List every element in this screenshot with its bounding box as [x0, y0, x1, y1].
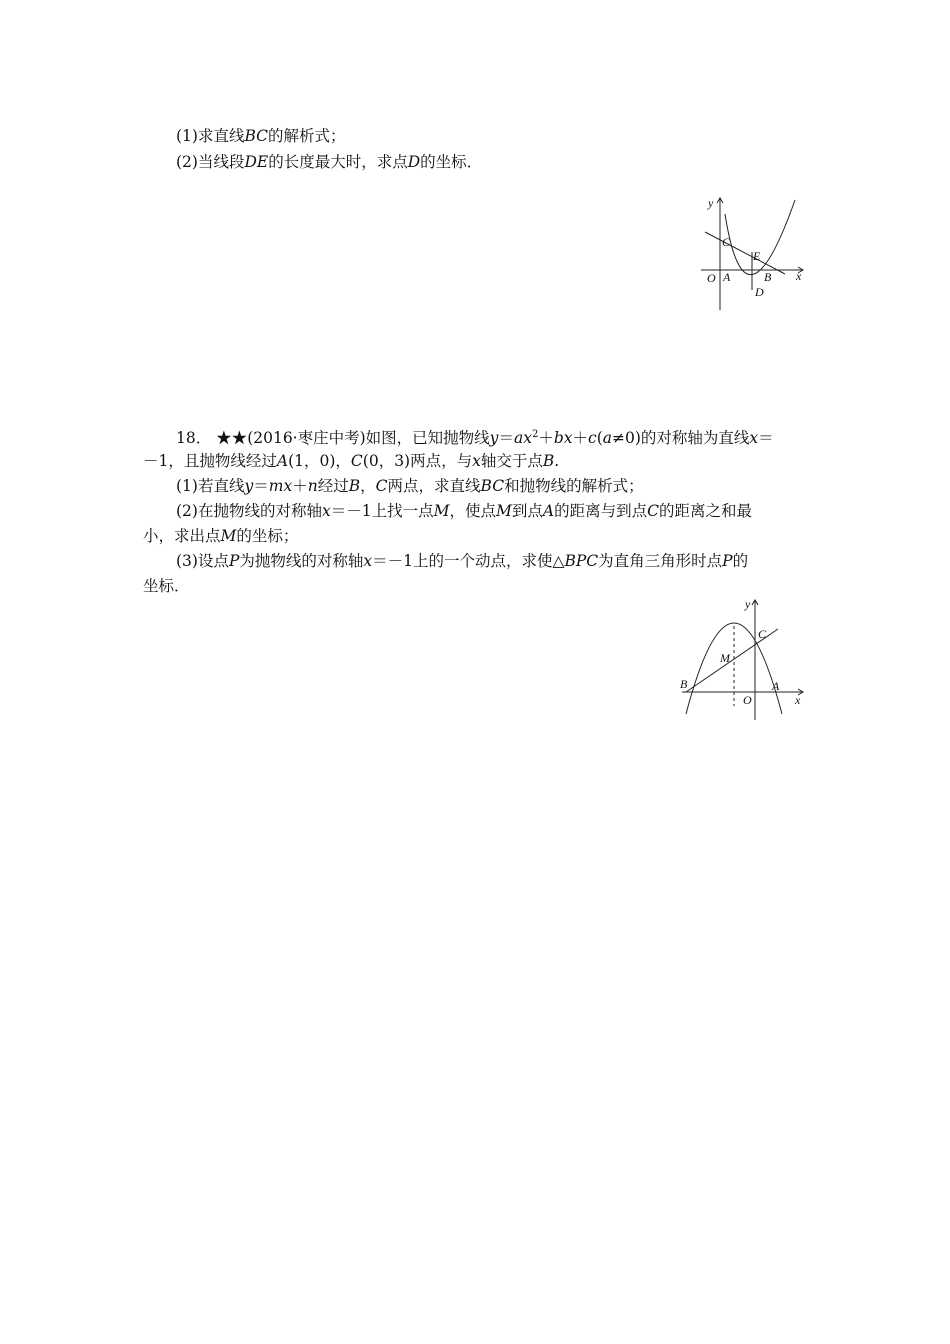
text: (	[596, 429, 603, 448]
text: 的解析式；	[268, 127, 346, 145]
text: (1)若直线	[176, 477, 245, 495]
label-a: A	[772, 679, 780, 693]
text: 的坐标；	[236, 527, 299, 545]
label-x: x	[795, 693, 801, 707]
text: (0，3)两点，与	[362, 452, 473, 470]
question-number: 18．	[176, 429, 212, 448]
text: 经过	[317, 477, 349, 495]
text: A	[276, 452, 289, 470]
label-b: B	[764, 270, 772, 284]
label-a: A	[723, 270, 731, 284]
text: B	[348, 477, 361, 495]
text: M	[220, 527, 237, 545]
text: 的坐标．	[420, 153, 483, 171]
q18-part1	[176, 475, 644, 497]
q18-part2a	[176, 500, 752, 522]
text: －1，且抛物线经过	[143, 452, 277, 470]
text: 两点，求直线	[387, 477, 481, 495]
text: a	[602, 429, 613, 448]
text: (2)在抛物线的对称轴	[176, 502, 322, 520]
text: 的距离之和最	[658, 502, 752, 520]
superscript: 2	[531, 429, 539, 440]
q18-line1	[176, 424, 774, 449]
text: 坐标．	[143, 577, 190, 595]
text: M	[495, 502, 512, 520]
text: 轴交于点	[480, 452, 543, 470]
text: ax	[513, 429, 532, 448]
text: DE	[244, 153, 269, 171]
label-e: E	[753, 249, 761, 263]
text: A	[542, 502, 555, 520]
text: M	[433, 502, 450, 520]
label-y: y	[745, 597, 751, 611]
text: 如图，已知抛物线	[365, 429, 490, 448]
text: 的距离与到点	[554, 502, 648, 520]
text: n	[307, 477, 318, 495]
text: y	[244, 477, 254, 495]
text: ，使点	[449, 502, 496, 520]
text: ，	[360, 477, 376, 495]
label-c: C	[758, 627, 767, 641]
q18-line2	[143, 450, 559, 472]
text: ＋	[538, 429, 554, 448]
text: mx	[268, 477, 293, 495]
text: ＝－1上的一个动点，求使△	[372, 552, 565, 570]
text: ＝	[253, 477, 269, 495]
text: BPC	[564, 552, 599, 570]
text: P	[722, 552, 733, 570]
text: 为直角三角形时点	[598, 552, 723, 570]
text: C	[350, 452, 363, 470]
text: BC	[244, 127, 269, 145]
text: ≠0)的对称轴为直线	[612, 429, 750, 448]
label-o: O	[743, 693, 752, 707]
text: x	[472, 452, 481, 470]
q18-part3b	[143, 575, 190, 597]
question-source: (2016·枣庄中考)	[247, 429, 366, 448]
q17-part2	[176, 151, 482, 173]
text: 和抛物线的解析式；	[504, 477, 644, 495]
text: (1)求直线	[176, 127, 245, 145]
label-o: O	[707, 271, 716, 285]
label-d: D	[755, 285, 764, 299]
q17-part1	[176, 125, 346, 147]
text: 小，求出点	[143, 527, 221, 545]
q18-part3a	[176, 550, 748, 572]
text: 为抛物线的对称轴	[239, 552, 364, 570]
text: D	[407, 153, 421, 171]
text: BC	[480, 477, 505, 495]
text: .	[554, 452, 560, 470]
text: bx	[553, 429, 573, 448]
text: (2)当线段	[176, 153, 245, 171]
text: c	[588, 429, 597, 448]
q18-part2b	[143, 525, 298, 547]
text: (1，0)，	[288, 452, 351, 470]
text: P	[228, 552, 240, 570]
label-y: y	[708, 196, 714, 210]
text: (3)设点	[176, 552, 229, 570]
text: ＝－1上找一点	[330, 502, 434, 520]
text: ＋	[292, 477, 308, 495]
label-m: M	[720, 651, 730, 665]
text: 的	[732, 552, 749, 570]
parabola	[725, 200, 795, 275]
text: C	[647, 502, 659, 520]
q17-figure	[695, 192, 815, 317]
difficulty-stars: ★★	[216, 429, 248, 448]
text: 到点	[511, 502, 543, 520]
label-b: B	[680, 677, 688, 691]
q18-figure	[678, 596, 808, 721]
label-c: C	[722, 235, 731, 249]
text: x	[749, 429, 759, 448]
text: C	[375, 477, 388, 495]
text: x	[321, 502, 331, 520]
text: x	[363, 552, 373, 570]
text: y	[489, 429, 499, 448]
text: ＝	[498, 429, 514, 448]
text: B	[542, 452, 555, 470]
text: ＋	[572, 429, 589, 448]
text: ＝	[758, 429, 774, 448]
text: 的长度最大时，求点	[268, 153, 408, 171]
label-x: x	[796, 269, 802, 283]
